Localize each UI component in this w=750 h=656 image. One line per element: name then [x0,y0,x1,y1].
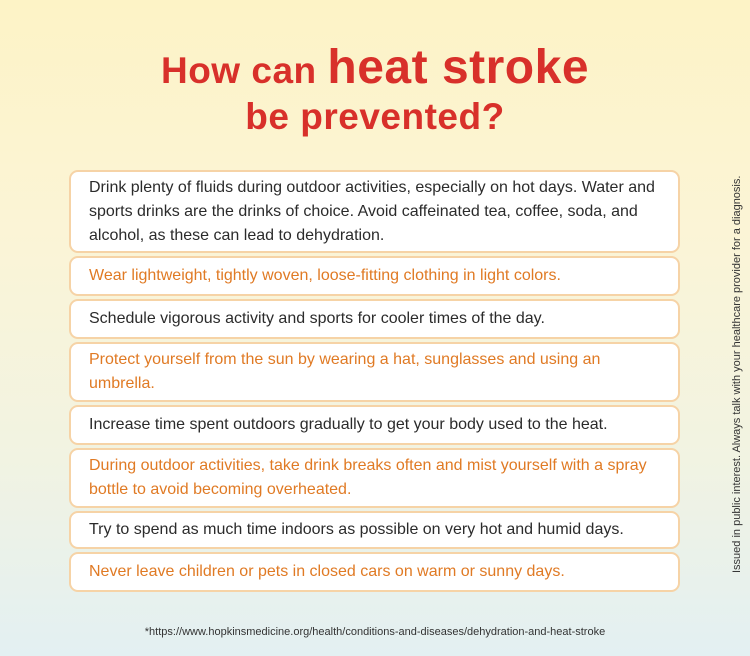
title-line-1 [160,41,590,94]
tips-list [69,170,680,595]
tip-item [69,256,680,296]
tip-text: Increase time spent outdoors gradually to get your body used to the heat. [89,416,608,433]
disclaimer-note: Issued in public interest. Always talk with your healthcare provider for a diagnosis. [731,175,743,573]
tip-item [69,299,680,339]
tip-text: Never leave children or pets in closed cars on warm or sunny days. [89,563,565,580]
page-title [0,41,750,137]
tip-text: During outdoor activities, take drink breaks often and mist yourself with a spray bottle to avoid becoming overheated. [89,457,647,498]
tip-item [69,552,680,592]
tip-text: Try to spend as much time indoors as possible on very hot and humid days. [89,521,624,538]
tip-item [69,448,680,508]
tip-item [69,511,680,549]
tip-text: Schedule vigorous activity and sports for cooler times of the day. [89,310,545,327]
source-footnote: *https://www.hopkinsmedicine.org/health/conditions-and-diseases/dehydration-and-heat-stroke [144,626,606,638]
title-emphasis: heat stroke [327,41,590,94]
tip-item [69,170,680,253]
tip-item [69,405,680,445]
tip-text: Wear lightweight, tightly woven, loose-fitting clothing in light colors. [89,267,561,284]
tip-text: Protect yourself from the sun by wearing a hat, sunglasses and using an umbrella. [89,351,601,392]
tip-text: Drink plenty of fluids during outdoor activities, especially on hot days. Water and sports drinks are the drinks of choice. Avoid caffeinated tea, coffee, soda, and alcohol, as these can lead to dehydration. [89,178,655,244]
tip-item [69,342,680,402]
title-part1: How can [160,50,328,91]
title-line-2: be prevented? [245,96,505,137]
